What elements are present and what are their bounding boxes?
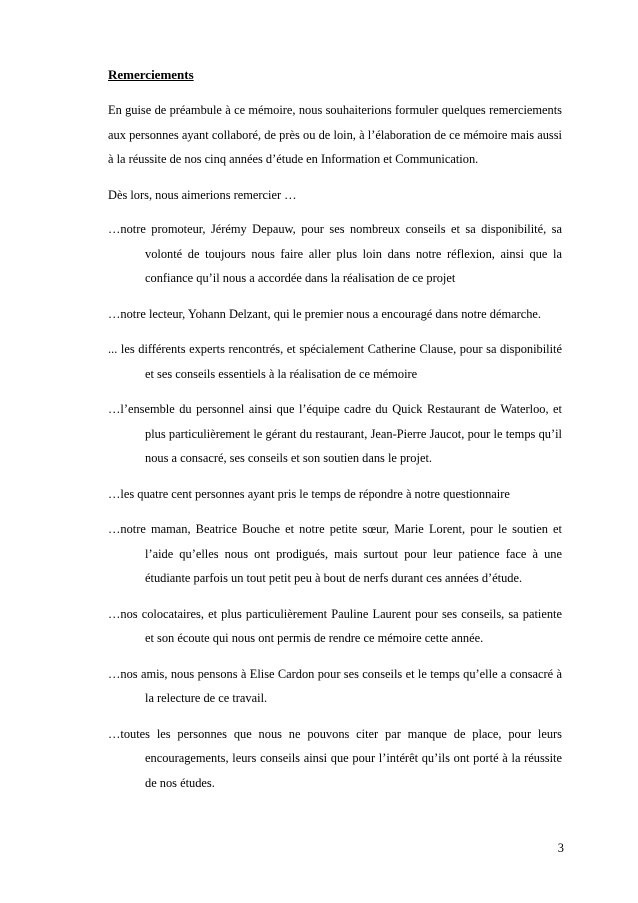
thanks-item-family: …notre maman, Beatrice Bouche et notre petite sœur, Marie Lorent, pour le soutien et l’aide qu’elles nous ont prodigués, mais surtout pour leur patience face à une étudiante parfois un tout petit peu à bout de nerfs durant ces années d’étude. — [108, 522, 562, 585]
thanks-item-quick-restaurant: …l’ensemble du personnel ainsi que l’équipe cadre du Quick Restaurant de Waterloo, et plus particulièrement le gérant du restaurant, Jean-Pierre Jaucot, pour le temps qu’il nous a consacré, ses conseils et son soutien dans le projet. — [108, 402, 562, 465]
page-title: Remerciements — [108, 67, 194, 82]
page-number: 3 — [557, 841, 564, 855]
thanks-item-lecteur: …notre lecteur, Yohann Delzant, qui le premier nous a encouragé dans notre démarche. — [108, 306, 542, 321]
thanks-item-others: …toutes les personnes que nous ne pouvons citer par manque de place, pour leurs encouragements, leurs conseils ainsi que pour l’intérêt qu’ils ont porté à la réussite de nos études. — [108, 726, 562, 790]
thanks-item-promoteur: …notre promoteur, Jérémy Depauw, pour ses nombreux conseils et sa disponibilité, sa volonté de toujours nous faire aller plus loin dans notre réflexion, ainsi que la confiance qu’il nous a accordée dans la réalisation de ce projet — [108, 222, 562, 285]
preamble-paragraph: En guise de préambule à ce mémoire, nous souhaiterions formuler quelques remerciements aux personnes ayant collaboré, de près ou de loin, à l’élaboration de ce mémoire mais aussi à la réussite de nos cinq années d’étude en Information et Communication. — [108, 103, 562, 166]
thanks-item-experts: ... les différents experts rencontrés, et spécialement Catherine Clause, pour sa disponibilité et ses conseils essentiels à la réalisation de ce mémoire — [108, 342, 562, 381]
thanks-item-amis: …nos amis, nous pensons à Elise Cardon pour ses conseils et le temps qu’elle a consacré à la relecture de ce travail. — [108, 666, 562, 705]
document-page — [108, 64, 562, 806]
thanks-item-colocataires: …nos colocataires, et plus particulièrement Pauline Laurent pour ses conseils, sa patiente et son écoute qui nous ont permis de rendre ce mémoire cette année. — [108, 606, 562, 645]
intro-line: Dès lors, nous aimerions remercier … — [108, 187, 297, 202]
thanks-item-questionnaire: …les quatre cent personnes ayant pris le temps de répondre à notre questionnaire — [108, 486, 510, 501]
